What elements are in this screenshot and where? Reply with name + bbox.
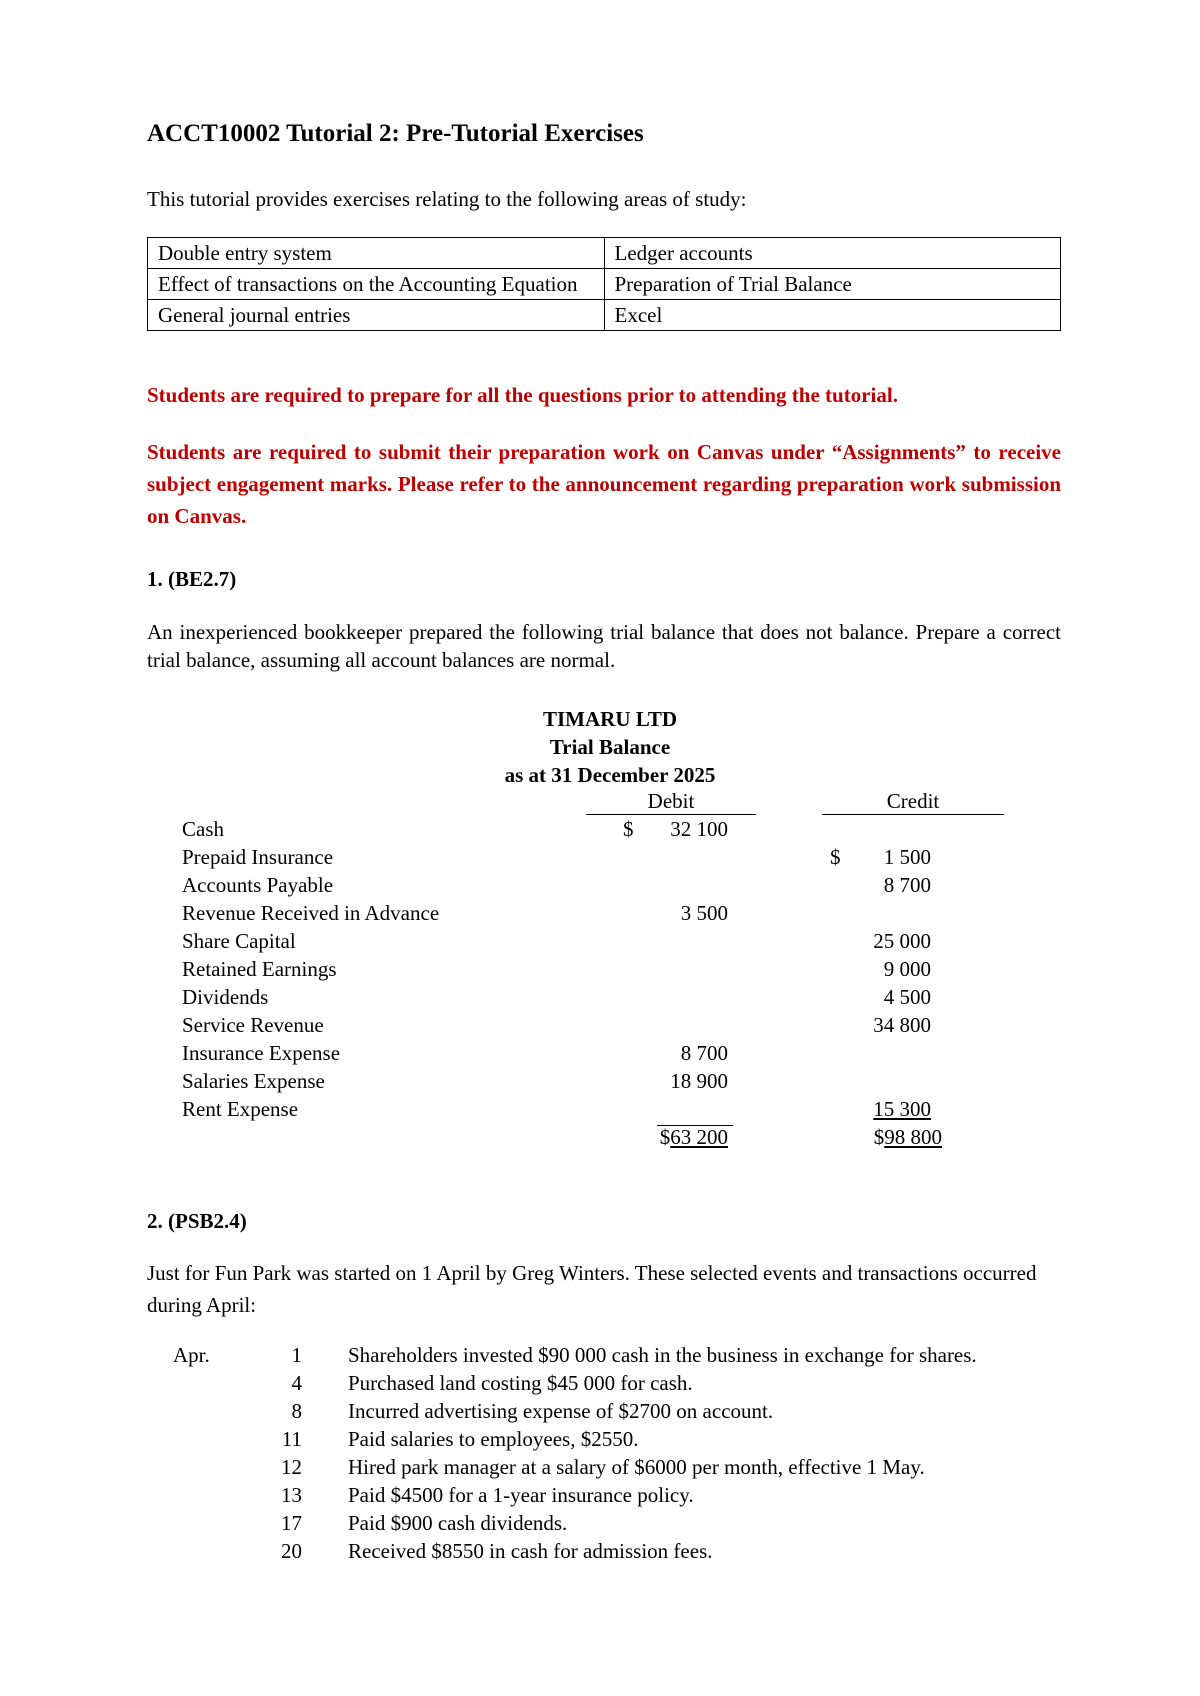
total-credit [874, 1125, 942, 1150]
question-2-text: Just for Fun Park was started on 1 April by Greg Winters. These selected events and transactions occurred during April: [147, 1261, 1037, 1317]
question-1-text: An inexperienced bookkeeper prepared the following trial balance that does not balance. Prepare a correct trial balance, assuming all account balances are normal. [147, 620, 1061, 672]
event-description: Paid $900 cash dividends. [348, 1511, 568, 1535]
account-name: Accounts Payable [182, 873, 334, 897]
statement-title: Trial Balance [549, 735, 671, 759]
table-cell: General journal entries [148, 300, 605, 331]
table-row [0, 957, 1200, 985]
event-day: 4 [291, 1371, 302, 1395]
account-name: Salaries Expense [182, 1069, 325, 1093]
table-row [148, 269, 1061, 300]
event-description: Paid $4500 for a 1-year insurance policy. [348, 1483, 694, 1507]
total-debit [660, 1125, 728, 1150]
account-name: Prepaid Insurance [182, 845, 334, 869]
account-name: Cash [182, 817, 224, 841]
list-item [0, 1343, 1200, 1371]
study-areas-table [147, 237, 1061, 331]
event-day: 8 [291, 1399, 302, 1423]
event-description: Received $8550 in cash for admission fees. [348, 1539, 713, 1563]
event-description: Shareholders invested $90 000 cash in the business in exchange for shares. [348, 1343, 977, 1367]
currency-sign: $ [873, 1125, 885, 1149]
account-name: Rent Expense [182, 1097, 299, 1121]
list-item [0, 1399, 1200, 1427]
question-2-heading: 2. (PSB2.4) [147, 1209, 247, 1233]
account-name: Dividends [182, 985, 269, 1009]
table-cell: Effect of transactions on the Accounting Equation [148, 269, 605, 300]
account-name: Service Revenue [182, 1013, 324, 1037]
total-debit-amount: 63 200 [670, 1125, 728, 1149]
credit-column-header: Credit [822, 789, 1004, 815]
debit-column-header: Debit [586, 789, 756, 815]
table-row [0, 1041, 1200, 1069]
event-description: Incurred advertising expense of $2700 on account. [348, 1399, 774, 1423]
credit-amount: 25 000 [873, 929, 931, 953]
event-day: 1 [291, 1343, 302, 1367]
account-name: Insurance Expense [182, 1041, 341, 1065]
table-row [0, 1097, 1200, 1125]
event-day: 13 [281, 1483, 302, 1507]
debit-amount: 18 900 [670, 1069, 728, 1093]
currency-sign: $ [623, 817, 634, 841]
table-row [0, 929, 1200, 957]
list-item [0, 1455, 1200, 1483]
debit-amount: 32 100 [670, 817, 728, 841]
credit-amount: 8 700 [883, 873, 931, 897]
credit-amount: 4 500 [883, 985, 931, 1009]
credit-amount: 9 000 [883, 957, 931, 981]
list-item [0, 1539, 1200, 1567]
submission-notice: Students are required to submit their preparation work on Canvas under “Assignments” to receive subject engagement marks. Please refer to the announcement regarding preparation work submission on Canvas. [147, 440, 1061, 528]
table-cell: Excel [604, 300, 1061, 331]
credit-amount: 1 500 [883, 845, 931, 869]
table-row [0, 817, 1200, 845]
statement-date: as at 31 December 2025 [504, 763, 716, 787]
table-row [148, 300, 1061, 331]
debit-amount: 8 700 [680, 1041, 728, 1065]
total-credit-amount: 98 800 [884, 1125, 942, 1149]
table-row [0, 985, 1200, 1013]
intro-text: This tutorial provides exercises relating to the following areas of study: [147, 187, 747, 211]
company-name: TIMARU LTD [543, 707, 677, 731]
credit-amount: 34 800 [873, 1013, 931, 1037]
totals-row [0, 1125, 1200, 1153]
event-month: Apr. [173, 1343, 210, 1367]
list-item [0, 1427, 1200, 1455]
table-row [0, 845, 1200, 873]
event-description: Paid salaries to employees, $2550. [348, 1427, 639, 1451]
account-name: Retained Earnings [182, 957, 337, 981]
table-row [148, 238, 1061, 269]
table-row [0, 901, 1200, 929]
preparation-notice: Students are required to prepare for all the questions prior to attending the tutorial. [147, 383, 898, 407]
table-row [0, 1069, 1200, 1097]
event-day: 17 [281, 1511, 302, 1535]
question-1-heading: 1. (BE2.7) [147, 567, 237, 591]
account-name: Revenue Received in Advance [182, 901, 440, 925]
list-item [0, 1483, 1200, 1511]
credit-amount: 15 300 [873, 1097, 931, 1121]
event-day: 20 [281, 1539, 302, 1563]
account-name: Share Capital [182, 929, 296, 953]
list-item [0, 1511, 1200, 1539]
event-description: Hired park manager at a salary of $6000 per month, effective 1 May. [348, 1455, 925, 1479]
table-cell: Ledger accounts [604, 238, 1061, 269]
event-description: Purchased land costing $45 000 for cash. [348, 1371, 693, 1395]
event-day: 12 [281, 1455, 302, 1479]
table-cell: Double entry system [148, 238, 605, 269]
table-row [0, 873, 1200, 901]
currency-sign: $ [659, 1125, 671, 1149]
event-day: 11 [281, 1427, 302, 1451]
table-cell: Preparation of Trial Balance [604, 269, 1061, 300]
list-item [0, 1371, 1200, 1399]
debit-amount: 3 500 [680, 901, 728, 925]
page-title: ACCT10002 Tutorial 2: Pre-Tutorial Exercises [147, 120, 644, 147]
table-row [0, 1013, 1200, 1041]
currency-sign: $ [830, 845, 841, 869]
